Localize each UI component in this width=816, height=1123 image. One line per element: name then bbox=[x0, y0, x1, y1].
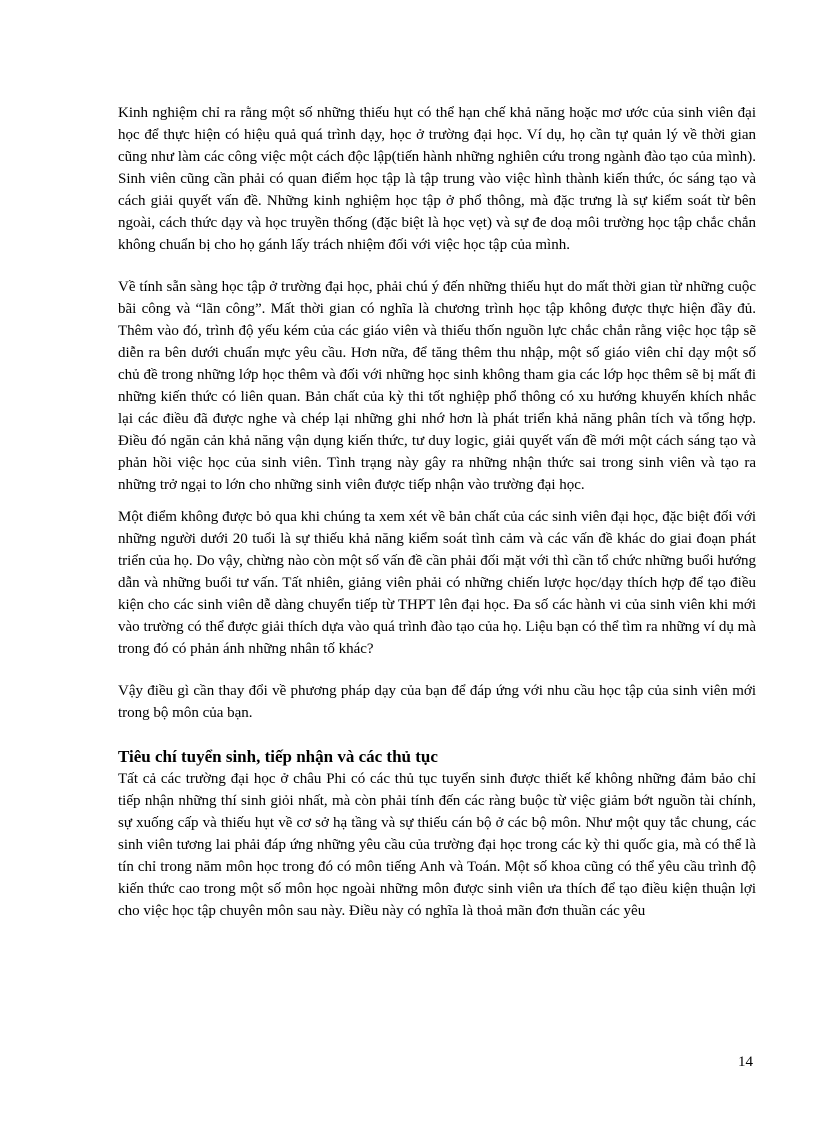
section-heading: Tiêu chí tuyển sinh, tiếp nhận và các thủ tục bbox=[118, 747, 438, 766]
paragraph-3: Một điểm không được bỏ qua khi chúng ta xem xét về bản chất của các sinh viên đại học, đặc biệt đối với những người dưới 20 tuổi là sự thiếu khả năng kiểm soát tình cảm và các vấn đề khác do giai đoạn phát triển của họ. Do vậy, chừng nào còn một số vấn đề cần phải đối mặt với thì cần tổ chức những buổi hướng dẫn và những buổi tư vấn. Tất nhiên, giảng viên phải có những chiến lược học/dạy thích hợp để tạo điều kiện cho các sinh viên dễ dàng chuyển tiếp từ THPT lên đại học. Đa số các hành vi của sinh viên khi mới vào trường có thể được giải thích dựa vào quá trình đào tạo của họ. Liệu bạn có thể tìm ra những ví dụ mà trong đó có phản ánh những nhân tố khác? bbox=[118, 509, 756, 657]
section-paragraph: Tất cả các trường đại học ở châu Phi có các thủ tục tuyển sinh được thiết kế không những đảm bảo chỉ tiếp nhận những thí sinh giỏi nhất, mà còn phải tính đến các ràng buộc từ việc giảm bớt nguồn tài chính, sự xuống cấp và thiếu hụt về cơ sở hạ tầng và sự thiếu cán bộ ở các bộ môn. Như một quy tắc chung, các sinh viên tương lai phải đáp ứng những yêu cầu của trường đại học trong các kỳ thi quốc gia, mà có thể là tín chỉ trong năm môn học trong đó có môn tiếng Anh và Toán. Một số khoa cũng có thể yêu cầu trình độ kiến thức cao trong một số môn học ngoài những môn được sinh viên ưa thích để tạo điều kiện thuận lợi cho việc học tập chuyên môn sau này. Điều này có nghĩa là thoả mãn đơn thuần các yêu bbox=[118, 771, 756, 919]
paragraph-1: Kinh nghiệm chỉ ra rằng một số những thiếu hụt có thể hạn chế khả năng hoặc mơ ước của sinh viên đại học để thực hiện có hiệu quả quá trình dạy, học ở trường đại học. Ví dụ, họ cần tự quản lý về thời gian cũng như làm các công việc một cách độc lập(tiến hành những nghiên cứu trong ngành đào tạo của mình). Sinh viên cũng cần phải có quan điểm học tập là tập trung vào việc hình thành kiến thức, óc sáng tạo và cách giải quyết vấn đề. Những kinh nghiệm học tập ở phổ thông, mà đặc trưng là sự kiểm soát từ bên ngoài, cách thức dạy và học truyền thống (đặc biệt là học vẹt) và sự đe doạ môi trường học tập chắc chắn không chuẩn bị cho họ gánh lấy trách nhiệm đối với việc học tập của mình. bbox=[118, 105, 756, 253]
page-body bbox=[118, 102, 756, 922]
page-number: 14 bbox=[738, 1054, 753, 1070]
paragraph-4: Vậy điều gì cần thay đổi về phương pháp dạy của bạn để đáp ứng với nhu cầu học tập của sinh viên mới trong bộ môn của bạn. bbox=[118, 683, 756, 721]
paragraph-2: Về tính sẵn sàng học tập ở trường đại học, phải chú ý đến những thiếu hụt do mất thời gian từ những cuộc bãi công và “lãn công”. Mất thời gian có nghĩa là chương trình học tập không được thực hiện đầy đủ. Thêm vào đó, trình độ yếu kém của các giáo viên và thiếu thốn nguồn lực chắc chắn rằng việc học tập sẽ diễn ra bên dưới chuẩn mực yêu cầu. Hơn nữa, để tăng thêm thu nhập, một số giáo viên chỉ dạy một số chủ đề trong những lớp học thêm và đối với những học sinh không tham gia các lớp học thêm sẽ bị mất đi những kiến thức có liên quan. Bản chất của kỳ thi tốt nghiệp phổ thông có xu hướng khuyến khích nhắc lại các điều đã được nghe và chép lại những ghi nhớ hơn là phát triển khả năng phân tích và tổng hợp. Điều đó ngăn cản khả năng vận dụng kiến thức, tư duy logic, giải quyết vấn đề mới một cách sáng tạo và phản hồi việc học của sinh viên. Tình trạng này gây ra những nhận thức sai trong sinh viên và tạo ra những trở ngại to lớn cho những sinh viên được tiếp nhận vào trường đại học. bbox=[118, 279, 756, 493]
